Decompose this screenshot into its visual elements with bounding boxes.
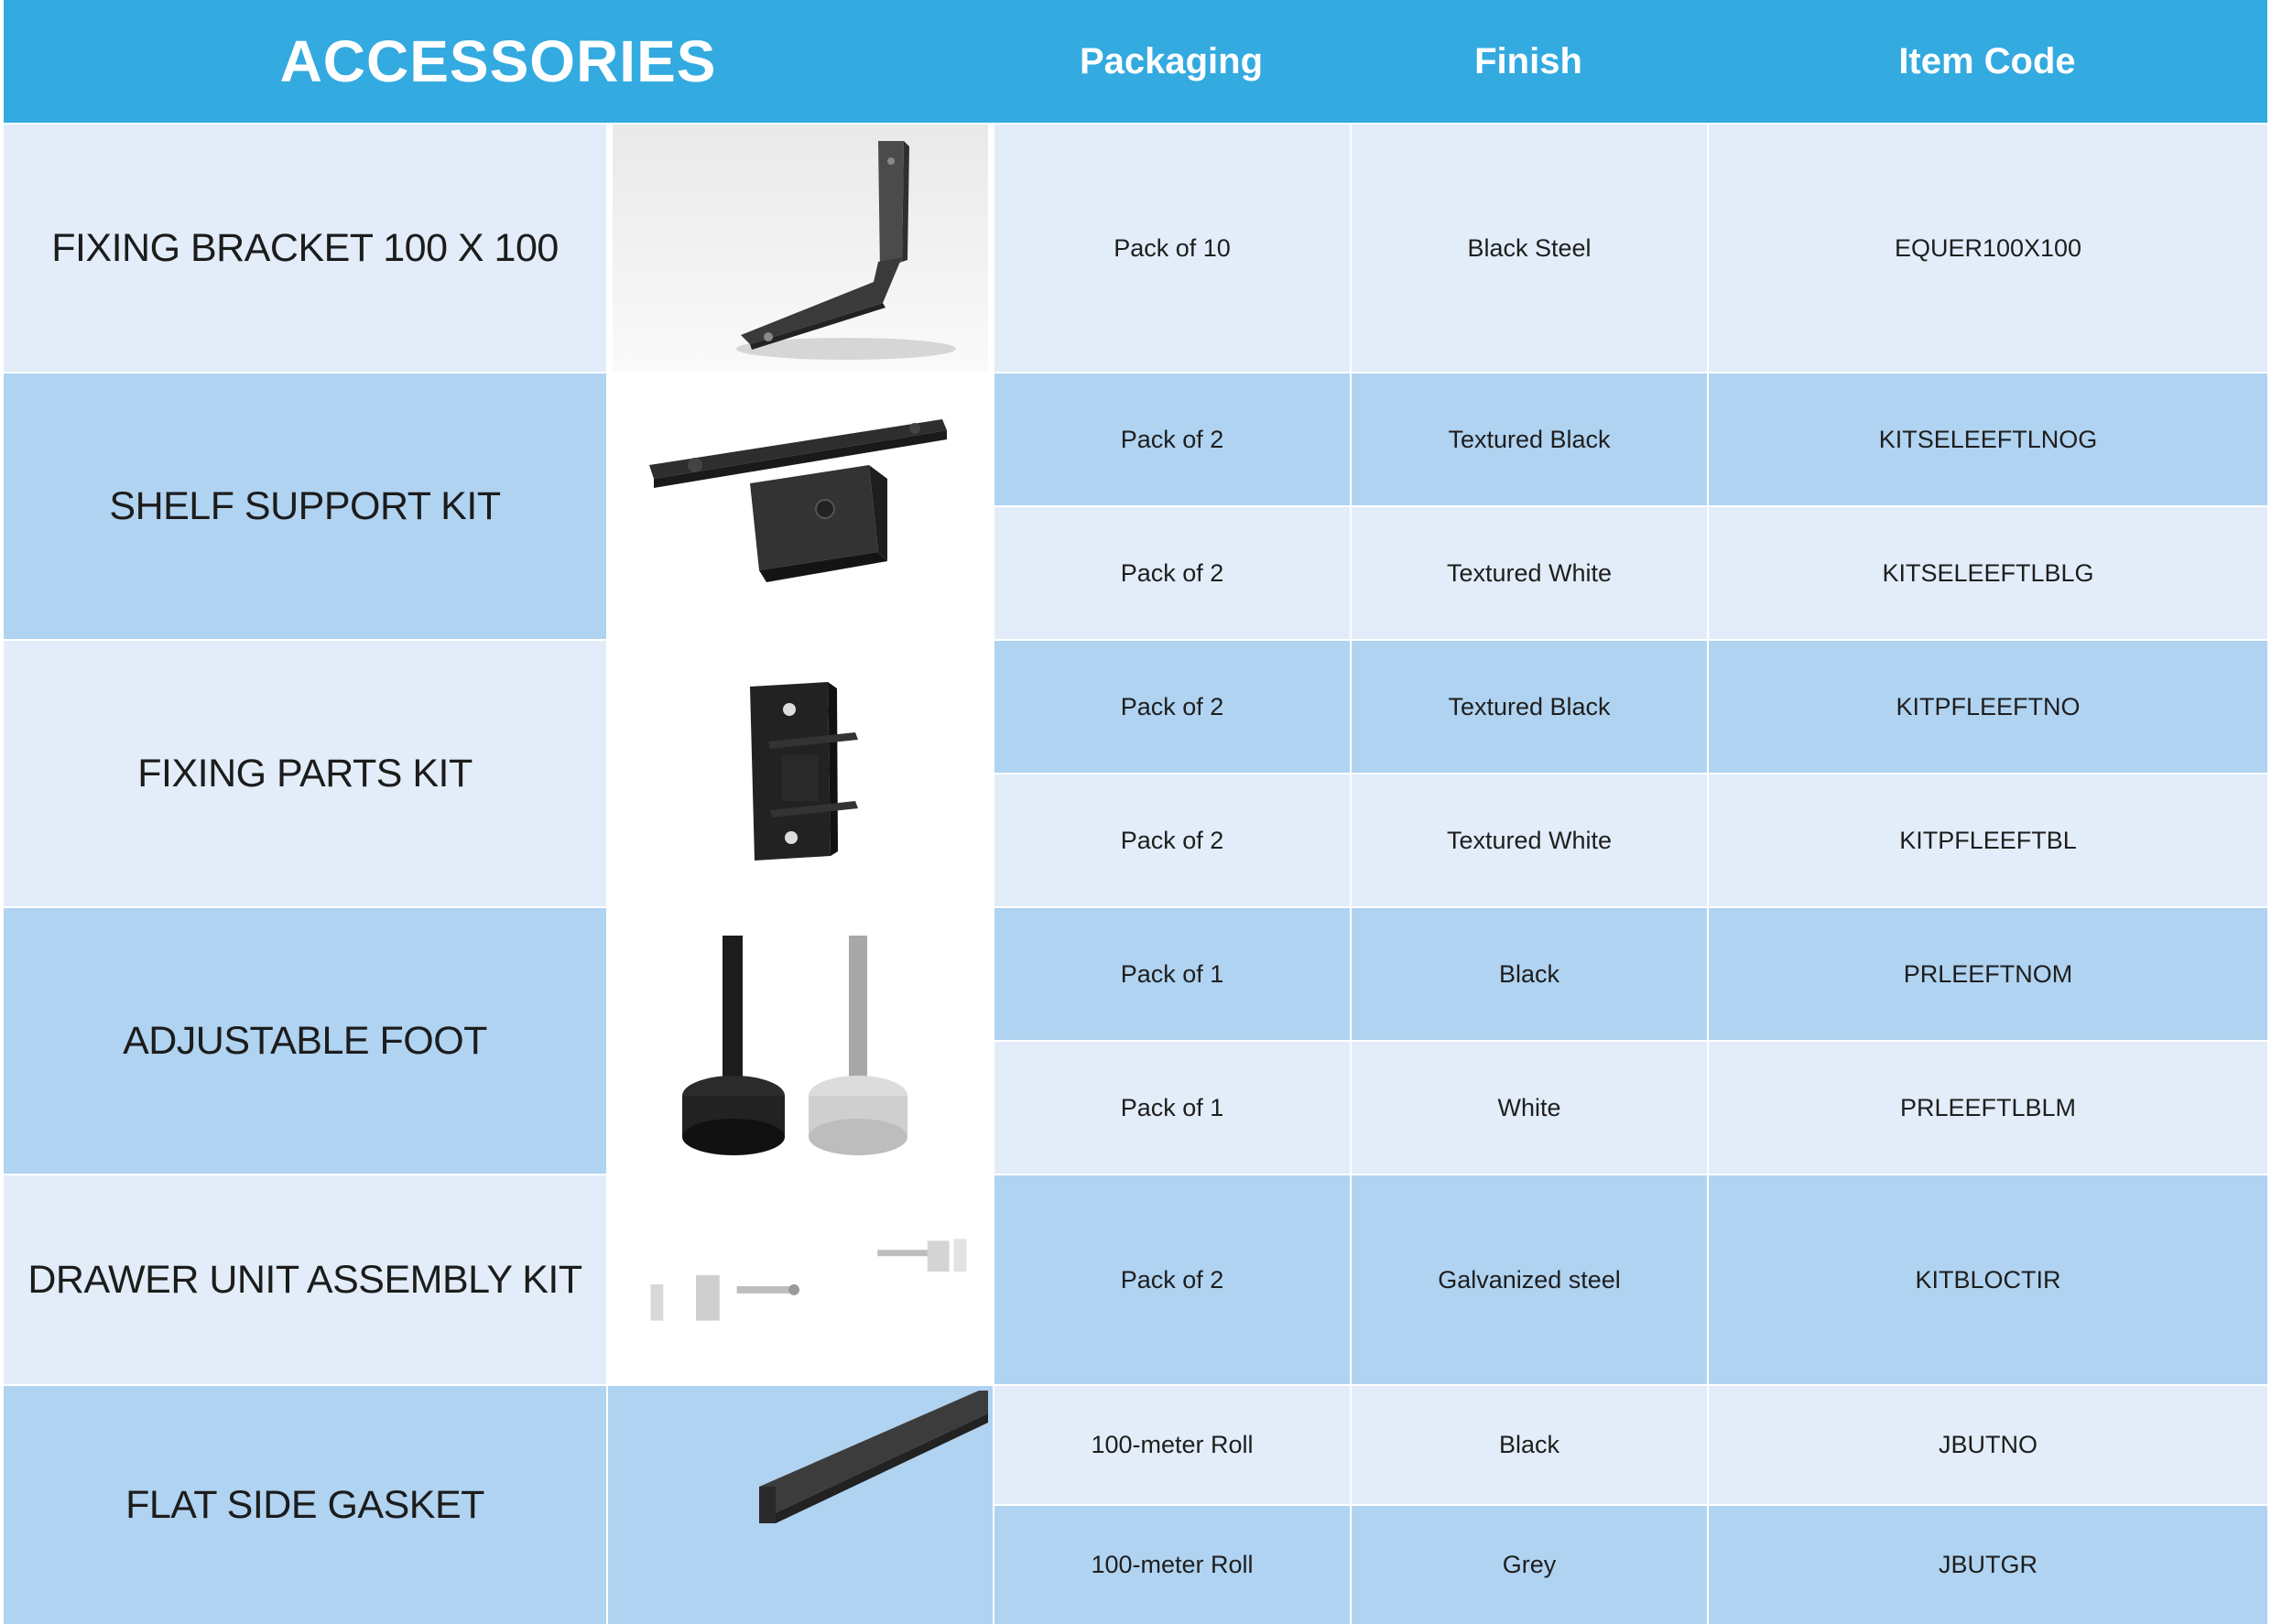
packaging-cell: Pack of 2 [994,774,1350,906]
page-title: ACCESSORIES [279,28,717,94]
shelf-support-icon [608,374,993,639]
packaging-cell: Pack of 2 [994,507,1350,639]
item-code-cell: KITPFLEEFTNO [1709,641,2267,773]
item-code-cell: PRLEEFTLBLM [1709,1042,2267,1174]
packaging-cell: Pack of 1 [994,1042,1350,1174]
column-header-item-code-label: Item Code [1898,40,2076,81]
fixing-bracket-image [608,125,993,372]
finish-cell: Galvanized steel [1352,1175,1707,1384]
product-name: FIXING BRACKET 100 X 100 [4,125,606,372]
column-header-finish [1350,0,1707,123]
packaging-cell: Pack of 2 [994,641,1350,773]
item-code-cell: KITSELEEFTLNOG [1709,374,2267,505]
packaging-cell: Pack of 2 [994,374,1350,505]
product-name: ADJUSTABLE FOOT [4,908,606,1174]
gasket-image [608,1386,993,1624]
finish-cell: Textured White [1352,507,1707,639]
finish-cell: Textured Black [1352,374,1707,505]
fixing-parts-image [608,641,993,906]
shelf-support-image [608,374,993,639]
item-code-cell: JBUTGR [1709,1506,2267,1624]
packaging-cell: Pack of 2 [994,1175,1350,1384]
adjustable-foot-icon [608,908,993,1174]
gasket-icon [608,1386,993,1624]
finish-cell: Textured White [1352,774,1707,906]
finish-cell: Black [1352,908,1707,1040]
item-code-cell: KITBLOCTIR [1709,1175,2267,1384]
table-header-title-cell [4,0,993,123]
drawer-kit-icon [608,1175,993,1384]
item-code-cell: KITSELEEFTLBLG [1709,507,2267,639]
product-name: DRAWER UNIT ASSEMBLY KIT [4,1175,606,1384]
column-header-packaging [993,0,1350,123]
column-header-packaging-label: Packaging [1079,40,1264,81]
finish-cell: Black [1352,1386,1707,1504]
product-name: SHELF SUPPORT KIT [4,374,606,639]
finish-cell: White [1352,1042,1707,1174]
packaging-cell: 100-meter Roll [994,1386,1350,1504]
finish-cell: Textured Black [1352,641,1707,773]
item-code-cell: PRLEEFTNOM [1709,908,2267,1040]
column-header-finish-label: Finish [1474,40,1582,81]
adjustable-foot-image [608,908,993,1174]
item-code-cell: EQUER100X100 [1709,125,2267,372]
product-name: FIXING PARTS KIT [4,641,606,906]
finish-cell: Grey [1352,1506,1707,1624]
column-header-item-code [1707,0,2267,123]
item-code-cell: JBUTNO [1709,1386,2267,1504]
fixing-bracket-icon [608,125,993,372]
finish-cell: Black Steel [1352,125,1707,372]
packaging-cell: Pack of 1 [994,908,1350,1040]
product-name: FLAT SIDE GASKET [4,1386,606,1624]
item-code-cell: KITPFLEEFTBL [1709,774,2267,906]
drawer-kit-image [608,1175,993,1384]
packaging-cell: Pack of 10 [994,125,1350,372]
fixing-parts-icon [608,641,993,906]
packaging-cell: 100-meter Roll [994,1506,1350,1624]
